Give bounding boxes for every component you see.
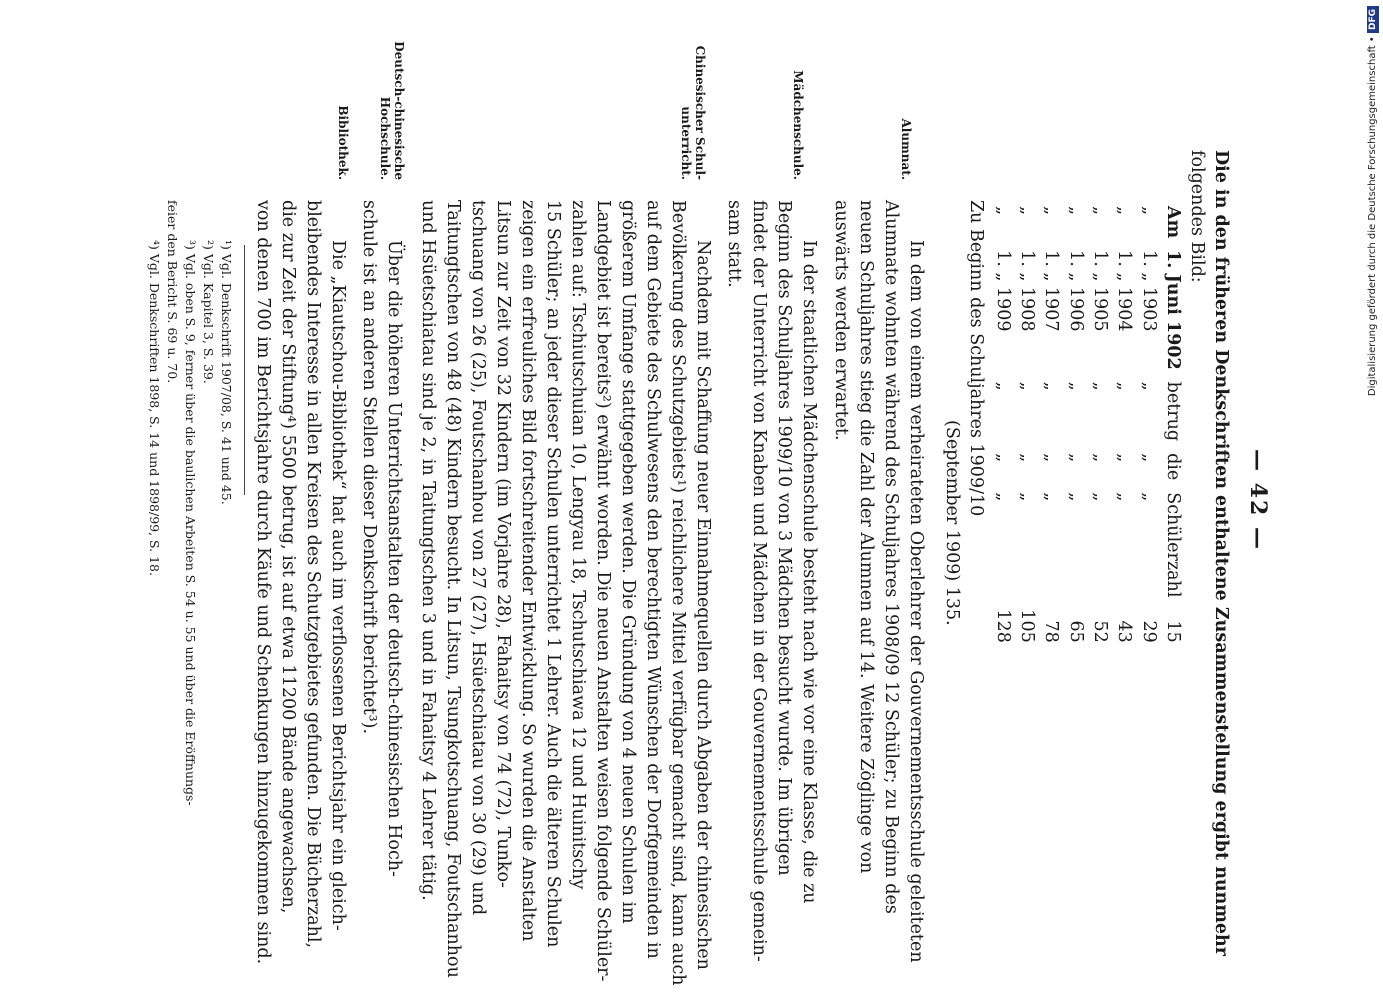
footnote-4: ⁴) Vgl. Denkschriften 1898, S. 14 und 1898/99, S. 18. xyxy=(147,240,162,576)
chinesisch-line: Taitungtschen von 48 (48) Kindern besucht. In Litsun, Tsungkotschuang, Foutschanhou xyxy=(443,200,463,978)
table-row xyxy=(1161,200,1185,649)
margin-label-alumnat: Alumnat. xyxy=(899,118,913,180)
table-cell: „ xyxy=(1089,453,1110,463)
table-row xyxy=(1064,200,1088,649)
table-row xyxy=(1088,200,1112,649)
maedchen-line-2: Beginn des Schuljahres 1909/10 von 3 Mädchen besucht wurde. Im übrigen xyxy=(774,200,794,876)
table-cell: 15 xyxy=(1162,620,1183,643)
bibliothek-line-1: Die „Kiautschou-Bibliothek“ hat auch im verflossenen Berichtsjahr ein gleich- xyxy=(328,240,348,931)
maedchen-line-3: findet der Unterricht von Knaben und Mädchen in der Gouvernementsschule gemein- xyxy=(749,200,769,962)
intro-line-1: Die in den früheren Denkschriften enthaltene Zusammenstellung ergibt nunmehr xyxy=(1211,150,1231,956)
margin-label-maedchenschule: Mädchenschule. xyxy=(791,70,805,180)
margin-label-chinesisch-2: unterricht. xyxy=(679,106,693,180)
table-cell: „ xyxy=(1065,453,1086,463)
table-cell: „ xyxy=(1041,492,1062,502)
margin-label-bibliothek: Bibliothek. xyxy=(336,105,350,180)
table-cell: „ xyxy=(1138,206,1159,216)
table-cell: 1. „ 1909 xyxy=(992,250,1013,332)
table-cell: „ xyxy=(1114,453,1135,463)
alumnat-line-4: auswärts werden erwartet. xyxy=(831,200,851,441)
chinesisch-line: Bevölkerung des Schutzgebiets¹) reichlichere Mittel verfügbar gemacht sind, kann auch xyxy=(668,200,688,986)
table-cell: „ xyxy=(1065,206,1086,216)
chinesisch-line: zeigen ein erfreuliches Bild fortschreitender Entwicklung. So wurden die Anstalten xyxy=(518,200,538,942)
footnote-3: ³) Vgl. oben S. 9, ferner über die baulichen Arbeiten S. 54 u. 55 und über die Eröffnungs- xyxy=(183,240,198,806)
footnote-3-cont: feier den Bericht S. 69 u. 70. xyxy=(165,200,180,384)
table-cell: „ xyxy=(1089,206,1110,216)
table-cell: „ xyxy=(1138,381,1159,391)
footnote-2: ²) Vgl. Kapitel 3, S. 39. xyxy=(201,240,216,384)
maedchen-line-1: In der staatlichen Mädchenschule besteht nach wie vor eine Klasse, die zu xyxy=(799,240,819,904)
table-cell: „ xyxy=(1017,206,1038,216)
table-cell: 52 xyxy=(1089,620,1110,643)
table-cell: „ xyxy=(1114,492,1135,502)
table-cell: „ xyxy=(992,206,1013,216)
table-cell: „ xyxy=(1138,453,1159,463)
table-cell: „ xyxy=(1017,492,1038,502)
chinesisch-line: tschuang von 26 (25), Foutschanhou von 27 (27), Hsüetschiatau von 30 (29) und xyxy=(468,200,488,916)
table-cell: 1. „ 1907 xyxy=(1041,250,1062,332)
student-count-table xyxy=(991,200,1185,649)
chinesisch-line: und Hsüetschiatau sind je 2, in Taitungtschen 3 und in Fahaitsy 4 Lehrer tätig. xyxy=(418,200,438,901)
chinesisch-line: größerem Umfange stattgegeben werden. Die Gründung von 4 neuen Schulen im xyxy=(618,200,638,924)
alumnat-line-3: neuen Schuljahres stieg die Zahl der Alumnen auf 14. Weitere Zöglinge von xyxy=(856,200,876,874)
margin-label-hochschule-2: Hochschule. xyxy=(378,96,392,180)
table-cell: 105 xyxy=(1017,609,1038,643)
intro-line-2: folgendes Bild: xyxy=(1187,150,1207,283)
table-cell: die xyxy=(1162,453,1183,481)
chinesisch-line: Landgebiet ist bereits²) erwähnt worden. Die neuen Anstalten weisen folgende Schüler- xyxy=(593,200,613,982)
table-row xyxy=(1112,200,1136,649)
footnote-1: ¹) Vgl. Denkschrift 1907/08, S. 41 und 45. xyxy=(219,240,234,505)
hochschule-line-2: schule ist an anderen Stellen dieser Denkschrift berichtet³). xyxy=(359,200,379,735)
table-cell: „ xyxy=(1114,206,1135,216)
table-cell: „ xyxy=(1089,492,1110,502)
table-cell: 78 xyxy=(1041,620,1062,643)
table-end-line-1: Zu Beginn des Schuljahres 1909/10 xyxy=(966,200,986,517)
table-cell: „ xyxy=(1065,381,1086,391)
table-cell: 1. Juni 1902 xyxy=(1162,250,1183,370)
table-cell: 1. „ 1904 xyxy=(1114,250,1135,332)
chinesisch-line: 15 Schüler; an jeder dieser Schulen unterrichtet 1 Lehrer. Auch die älteren Schulen xyxy=(543,200,563,948)
table-cell: betrug xyxy=(1162,381,1183,442)
table-cell: 1. „ 1905 xyxy=(1089,250,1110,332)
table-cell: „ xyxy=(1138,492,1159,502)
table-cell: „ xyxy=(1114,381,1135,391)
chinesisch-line: auf dem Gebiete des Schulwesens den berechtigten Wünschen der Dorfgemeinden in xyxy=(643,200,663,959)
chinesisch-line: zahlen auf: Tschiutschuian 10, Lengyau 18, Tschutschiawa 12 und Huinitschy xyxy=(568,200,588,890)
alumnat-line-1: In dem von einem verheirateten Oberlehrer der Gouvernementsschule geleiteten xyxy=(906,240,926,963)
page-number: — 42 — xyxy=(1245,449,1271,551)
table-row xyxy=(1039,200,1063,649)
table-cell: Am xyxy=(1162,206,1183,239)
table-cell: 1. „ 1906 xyxy=(1065,250,1086,332)
table-cell: „ xyxy=(1089,381,1110,391)
margin-label-hochschule-1: Deutsch-chinesische xyxy=(392,41,406,180)
table-cell: „ xyxy=(1041,453,1062,463)
table-cell: „ xyxy=(1041,381,1062,391)
footnote-divider xyxy=(244,245,245,495)
table-cell: „ xyxy=(992,453,1013,463)
alumnat-line-2: Alumnate wohnten während des Schuljahres 1908/09 12 Schüler; zu Beginn des xyxy=(881,200,901,914)
bibliothek-line-2: bleibendes Interesse in allen Kreisen des Schutzgebietes gefunden. Die Bücherzahl, xyxy=(303,200,323,949)
dfg-credit-text: Digitalisierung gefördert durch die Deutsche Forschungsgemeinschaft • xyxy=(1367,36,1378,397)
chinesisch-line: Litsun zur Zeit von 32 Kindern (im Vorjahre 28), Fahaitsy von 74 (72), Tunko- xyxy=(493,200,513,888)
table-cell: 1. „ 1908 xyxy=(1017,250,1038,332)
table-cell: 65 xyxy=(1065,620,1086,643)
table-row xyxy=(991,200,1015,649)
table-cell: „ xyxy=(1041,206,1062,216)
table-cell: „ xyxy=(1017,453,1038,463)
margin-label-chinesisch-1: Chinesischer Schul- xyxy=(693,45,707,180)
table-cell: 128 xyxy=(992,609,1013,643)
table-end-line-2: (September 1909) 135. xyxy=(942,420,962,626)
chinesisch-line: Nachdem mit Schaffung neuer Einnahmequellen durch Abgaben der chinesischen xyxy=(693,240,713,970)
table-row xyxy=(1136,200,1160,649)
hochschule-line-1: Über die höheren Unterrichtsanstalten der deutsch-chinesischen Hoch- xyxy=(384,240,404,877)
table-cell: 1. „ 1903 xyxy=(1138,250,1159,332)
table-cell: 29 xyxy=(1138,620,1159,643)
bibliothek-line-4: von denen 700 im Berichtsjahre durch Käufe und Schenkungen hinzugekommen sind. xyxy=(253,200,273,965)
table-cell: „ xyxy=(1017,381,1038,391)
table-row xyxy=(1015,200,1039,649)
table-cell: „ xyxy=(992,492,1013,502)
table-cell: 43 xyxy=(1114,620,1135,643)
table-cell: „ xyxy=(992,381,1013,391)
dfg-credit-strip xyxy=(1363,6,1383,994)
dfg-logo-icon: DFG xyxy=(1367,6,1379,33)
maedchen-line-4: sam statt. xyxy=(724,200,744,288)
table-cell: Schülerzahl xyxy=(1162,492,1183,598)
dfg-credit xyxy=(1363,6,1383,994)
table-cell: „ xyxy=(1065,492,1086,502)
bibliothek-line-3: die zur Zeit der Stiftung⁴) 5500 betrug, ist auf etwa 11200 Bände angewachsen, xyxy=(278,200,298,914)
